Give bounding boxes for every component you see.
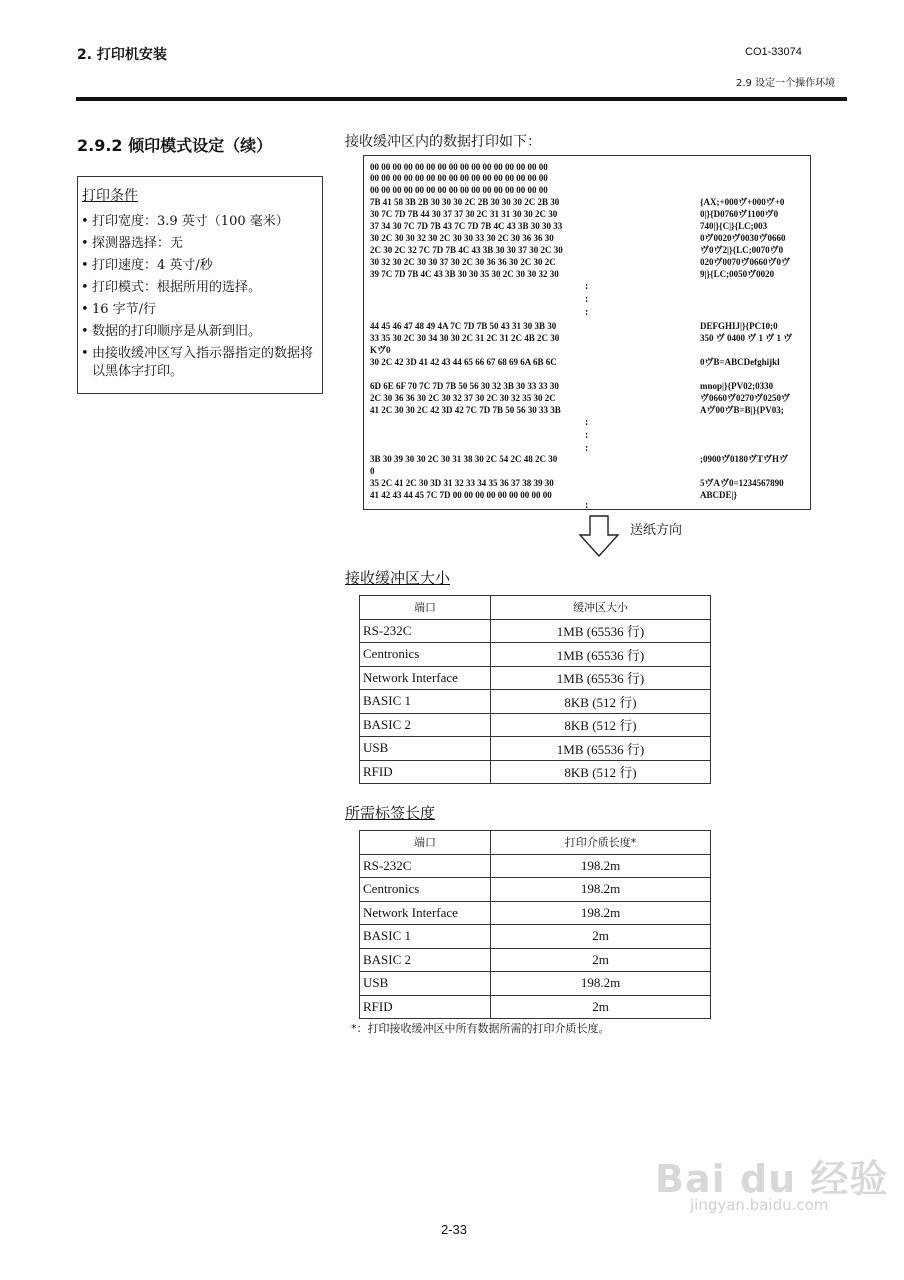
header-rule [76,97,847,101]
print-conditions-box [77,176,323,394]
dump-line [370,209,779,219]
table-row [360,948,711,972]
dump-line [370,257,791,267]
dump-line [370,381,774,391]
dump-line [370,185,548,195]
port-cell: BASIC 1 [360,925,491,949]
table-row [360,737,711,761]
length-cell: 198.2m [491,972,711,996]
table-header-cell: 缓冲区大小 [491,596,711,620]
dump-hex: 39 7C 7D 7B 4C 43 3B 30 30 35 30 2C 30 30 32 30 [370,269,559,279]
dump-ascii: 350 ヴ 0400 ヴ 1 ヴ 1 ヴ [700,333,793,343]
dump-line [370,393,791,403]
dump-hex: 35 2C 41 2C 30 3D 31 32 33 34 35 36 37 38 39 30 [370,478,554,488]
port-cell: BASIC 2 [360,948,491,972]
table-header-cell: 打印介质长度* [491,831,711,855]
footnote: *：打印接收缓冲区中所有数据所需的打印介质长度。 [351,1022,610,1035]
condition-item: • 由接收缓冲区写入指示器指定的数据将以黑体字打印。 [78,345,322,381]
table-row [360,901,711,925]
size-cell: 8KB (512 行) [491,690,711,714]
page-number: 2-33 [441,1222,468,1237]
dump-hex: 30 2C 42 3D 41 42 43 44 65 66 67 68 69 6A 6B 6C [370,357,557,367]
size-cell: 1MB (65536 行) [491,643,711,667]
continuation-dot: : [585,281,589,292]
dump-hex: 41 42 43 44 45 7C 7D 00 00 00 00 00 00 00 00 00 [370,490,552,500]
dump-ascii: mnop|}{PV02;0330 [700,381,774,391]
label-length-title: 所需标签长度 [345,804,436,822]
feed-direction-label: 送纸方向 [630,523,683,538]
continuation-dot: : [585,500,589,511]
dump-line [370,197,559,207]
length-cell: 2m [491,925,711,949]
dump-ascii: Aヴ00ヴB=B|}{PV03; [700,405,784,415]
length-cell: 2m [491,995,711,1019]
dump-hex: 2C 30 2C 32 7C 7D 7B 4C 43 3B 30 30 37 30 2C 30 [370,245,563,255]
dump-ascii: {AX;+000ヴ+000ヴ+0 [700,197,785,207]
dump-line [370,162,548,172]
port-cell: Network Interface [360,666,491,690]
length-cell: 2m [491,948,711,972]
dump-hex: 00 00 00 00 00 00 00 00 00 00 00 00 00 00 00 00 [370,185,548,195]
dump-line [370,357,780,367]
buffer-dump-caption: 接收缓冲区内的数据打印如下： [345,134,541,150]
print-conditions-list [78,211,322,381]
dump-line [370,233,786,243]
condition-item: • 16 字节/行 [78,299,322,321]
dump-ascii: ヴ0ヴ2|}{LC;0070ヴ0 [700,245,784,255]
dump-hex: 37 34 30 7C 7D 7B 43 7C 7D 7B 4C 43 3B 30 30 33 [370,221,563,231]
dump-ascii: ABCDE|} [700,490,738,500]
table-header-row [360,596,711,620]
print-conditions-title: 打印条件 [82,188,138,204]
length-cell: 198.2m [491,854,711,878]
dump-hex: 00 00 00 00 00 00 00 00 00 00 00 00 00 00 00 00 [370,162,548,172]
port-cell: RS-232C [360,854,491,878]
dump-line [370,478,784,488]
port-cell: RFID [360,995,491,1019]
dump-hex: 6D 6E 6F 70 7C 7D 7B 50 56 30 32 3B 30 33 33 30 [370,381,559,391]
table-row [360,690,711,714]
port-cell: BASIC 2 [360,713,491,737]
dump-line [370,321,778,331]
length-cell: 198.2m [491,901,711,925]
dump-hex: 7B 41 58 3B 2B 30 30 30 2C 2B 30 30 30 2C 2B 30 [370,197,560,207]
dump-hex: 30 32 30 2C 30 30 37 30 2C 30 36 36 30 2C 30 2C [370,257,556,267]
dump-hex: 00 00 00 00 00 00 00 00 00 00 00 00 00 00 00 00 [370,173,548,183]
port-cell: Centronics [360,878,491,902]
buffer-size-table [359,595,711,784]
dump-line [370,333,793,343]
table-row [360,995,711,1019]
condition-item: • 打印模式：根据所用的选择。 [78,277,322,299]
dump-ascii: ヴ0660ヴ0270ヴ0250ヴ [700,393,791,403]
dump-line [370,221,768,231]
port-cell: Network Interface [360,901,491,925]
dump-hex: 0 [370,466,375,476]
dump-line [370,245,784,255]
dump-line [370,490,738,500]
size-cell: 1MB (65536 行) [491,737,711,761]
dump-hex: 44 45 46 47 48 49 4A 7C 7D 7B 50 43 31 30 3B 30 [370,321,557,331]
buffer-size-title: 接收缓冲区大小 [345,569,451,587]
table-header-cell: 端口 [360,596,491,620]
table-row [360,878,711,902]
condition-item: • 打印速度：4 英寸/秒 [78,255,322,277]
document-code: CO1-33074 [745,46,802,58]
table-row [360,619,711,643]
length-cell: 198.2m [491,878,711,902]
dump-ascii: 0|}{D0760ヴ1100ヴ0 [700,209,779,219]
condition-item: • 探测器选择：无 [78,233,322,255]
table-row [360,666,711,690]
dump-ascii: 9|}{LC;0050ヴ0020 [700,269,775,279]
dump-line [370,173,548,183]
dump-ascii: DEFGHIJ|}{PC10;0 [700,321,778,331]
port-cell: RFID [360,760,491,784]
dump-hex: 41 2C 30 30 2C 42 3D 42 7C 7D 7B 50 56 30 33 3B [370,405,561,415]
dump-ascii: ;0900ヴ0180ヴTヴHヴ [700,454,789,464]
size-cell: 8KB (512 行) [491,713,711,737]
dump-line [370,345,391,355]
table-row [360,925,711,949]
dump-ascii: 0ヴ0020ヴ0030ヴ0660 [700,233,786,243]
continuation-dot: : [585,443,589,454]
dump-hex: 33 35 30 2C 30 34 30 30 2C 31 2C 31 2C 4B 2C 30 [370,333,560,343]
continuation-dot: : [585,430,589,441]
continuation-dot: : [585,294,589,305]
dump-hex: Kヴ0 [370,345,391,355]
table-row [360,643,711,667]
dump-hex: 30 7C 7D 7B 44 30 37 37 30 2C 31 31 30 30 2C 30 [370,209,558,219]
watermark-url: jingyan.baidu.com [690,1196,829,1214]
buffer-dump-box [363,155,811,510]
dump-line [370,405,784,415]
port-cell: BASIC 1 [360,690,491,714]
dump-ascii: 5ヴAヴ0=1234567890 [700,478,784,488]
label-length-table [359,830,711,1019]
port-cell: RS-232C [360,619,491,643]
table-row [360,713,711,737]
table-row [360,854,711,878]
size-cell: 1MB (65536 行) [491,666,711,690]
continuation-dot: : [585,417,589,428]
size-cell: 1MB (65536 行) [491,619,711,643]
dump-hex: 3B 30 39 30 30 2C 30 31 38 30 2C 54 2C 48 2C 30 [370,454,558,464]
table-row [360,972,711,996]
table-header-cell: 端口 [360,831,491,855]
dump-ascii: 020ヴ0070ヴ0660ヴ0ヴ [700,257,791,267]
dump-line [370,454,789,464]
table-header-row [360,831,711,855]
dump-line [370,466,375,476]
dump-line [370,269,775,279]
subsection-heading: 2.9 设定一个操作环境 [736,78,836,89]
dump-ascii: 0ヴB=ABCDefghijkl [700,357,780,367]
dump-ascii: 740|}{C|}{LC;003 [700,221,768,231]
port-cell: USB [360,737,491,761]
down-arrow-icon [578,515,620,557]
table-row [360,760,711,784]
dump-hex: 30 2C 30 30 32 30 2C 30 30 33 30 2C 30 36 36 30 [370,233,554,243]
size-cell: 8KB (512 行) [491,760,711,784]
condition-item: • 数据的打印顺序是从新到旧。 [78,321,322,343]
continuation-dot: : [585,307,589,318]
watermark-logo: Bai du 经验 [655,1157,889,1201]
port-cell: Centronics [360,643,491,667]
port-cell: USB [360,972,491,996]
dump-hex: 2C 30 36 36 30 2C 30 32 37 30 2C 30 32 35 30 2C [370,393,556,403]
chapter-heading: 2. 打印机安装 [77,47,167,63]
condition-item: • 打印宽度：3.9 英寸（100 毫米） [78,211,322,233]
section-title: 2.9.2 倾印模式设定（续） [77,136,273,155]
